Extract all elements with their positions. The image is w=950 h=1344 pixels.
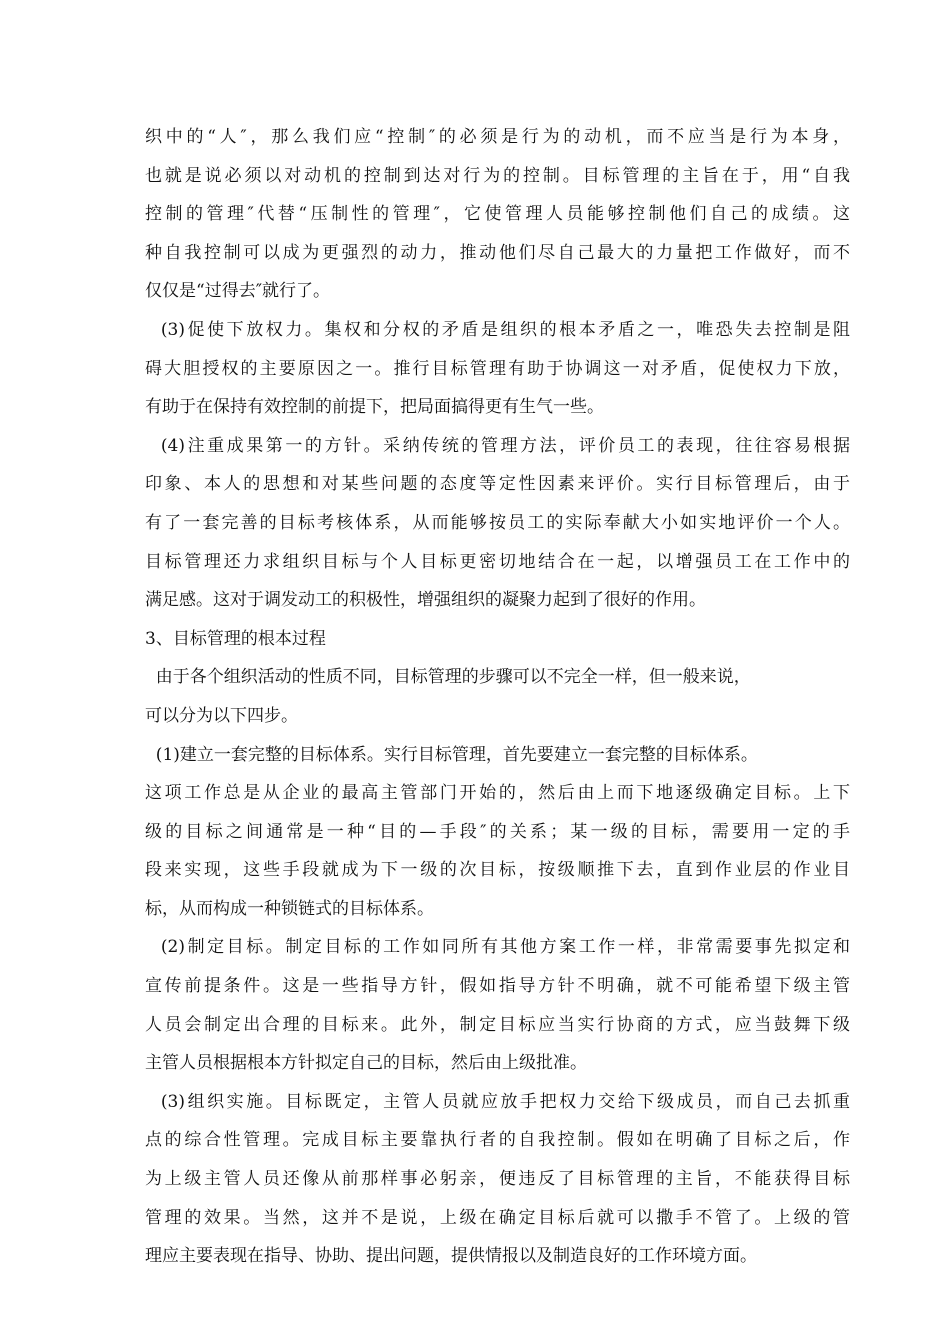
text-line: 为上级主管人员还像从前那样事必躬亲，便违反了目标管理的主旨，不能获得目标: [145, 1169, 850, 1190]
text-line: 种自我控制可以成为更强烈的动力，推动他们尽自己最大的力量把工作做好，而不: [145, 242, 850, 263]
text-line: (2)制定目标。制定目标的工作如同所有其他方案工作一样，非常需要事先拟定和: [145, 937, 850, 958]
text-line: 控制的管理″代替“压制性的管理″，它使管理人员能够控制他们自己的成绩。这: [145, 204, 850, 225]
text-line: 宣传前提条件。这是一些指导方针，假如指导方针不明确，就不可能希望下级主管: [145, 976, 850, 997]
text-line: 点的综合性管理。完成目标主要靠执行者的自我控制。假如在明确了目标之后，作: [145, 1130, 850, 1151]
text-line: 级的目标之间通常是一种“目的—手段″的关系；某一级的目标，需要用一定的手: [145, 821, 850, 842]
text-line: 理应主要表现在指导、协助、提出问题，提供情报以及制造良好的工作环境方面。: [145, 1246, 757, 1267]
text-line: 可以分为以下四步。: [145, 705, 298, 726]
text-line: 有助于在保持有效控制的前提下，把局面搞得更有生气一些。: [145, 397, 604, 418]
text-line: 碍大胆授权的主要原因之一。推行目标管理有助于协调这一对矛盾，促使权力下放，: [145, 358, 850, 379]
text-line: 仅仅是“过得去″就行了。: [145, 281, 331, 302]
text-line: 段来实现，这些手段就成为下一级的次目标，按级顺推下去，直到作业层的作业目: [145, 860, 850, 881]
text-line: 标，从而构成一种锁链式的目标体系。: [145, 898, 434, 919]
text-line: 满足感。这对于调发动工的积极性，增强组织的凝聚力起到了很好的作用。: [145, 590, 706, 611]
document-body: [145, 118, 850, 1276]
text-line: 主管人员根据根本方针拟定自己的目标，然后由上级批准。: [145, 1053, 587, 1074]
text-line: 有了一套完善的目标考核体系，从而能够按员工的实际奉献大小如实地评价一个人。: [145, 512, 850, 533]
text-line: 印象、本人的思想和对某些问题的态度等定性因素来评价。实行目标管理后，由于: [145, 474, 850, 495]
text-line: 人员会制定出合理的目标来。此外，制定目标应当实行协商的方式，应当鼓舞下级: [145, 1014, 850, 1035]
text-line: 织中的“人″，那么我们应“控制″的必须是行为的动机，而不应当是行为本身，: [145, 127, 850, 147]
text-line: (1)建立一套完整的目标体系。实行目标管理，首先要建立一套完整的目标体系。: [145, 744, 758, 765]
text-line: 这项工作总是从企业的最高主管部门开始的，然后由上而下地逐级确定目标。上下: [145, 783, 850, 804]
text-line: 目标管理还力求组织目标与个人目标更密切地结合在一起，以增强员工在工作中的: [145, 551, 850, 572]
text-line: 也就是说必须以对动机的控制到达对行为的控制。目标管理的主旨在于，用“自我: [145, 165, 850, 186]
text-line: (3)组织实施。目标既定，主管人员就应放手把权力交给下级成员，而自己去抓重: [145, 1091, 850, 1112]
text-line: (3)促使下放权力。集权和分权的矛盾是组织的根本矛盾之一，唯恐失去控制是阻: [145, 319, 850, 340]
text-line: 由于各个组织活动的性质不同，目标管理的步骤可以不完全一样，但一般来说，: [145, 667, 751, 688]
text-line: (4)注重成果第一的方针。采纳传统的管理方法，评价员工的表现，往往容易根据: [145, 435, 850, 456]
text-line: 3、目标管理的根本过程: [145, 628, 326, 649]
text-line: 管理的效果。当然，这并不是说，上级在确定目标后就可以撒手不管了。上级的管: [145, 1207, 850, 1228]
